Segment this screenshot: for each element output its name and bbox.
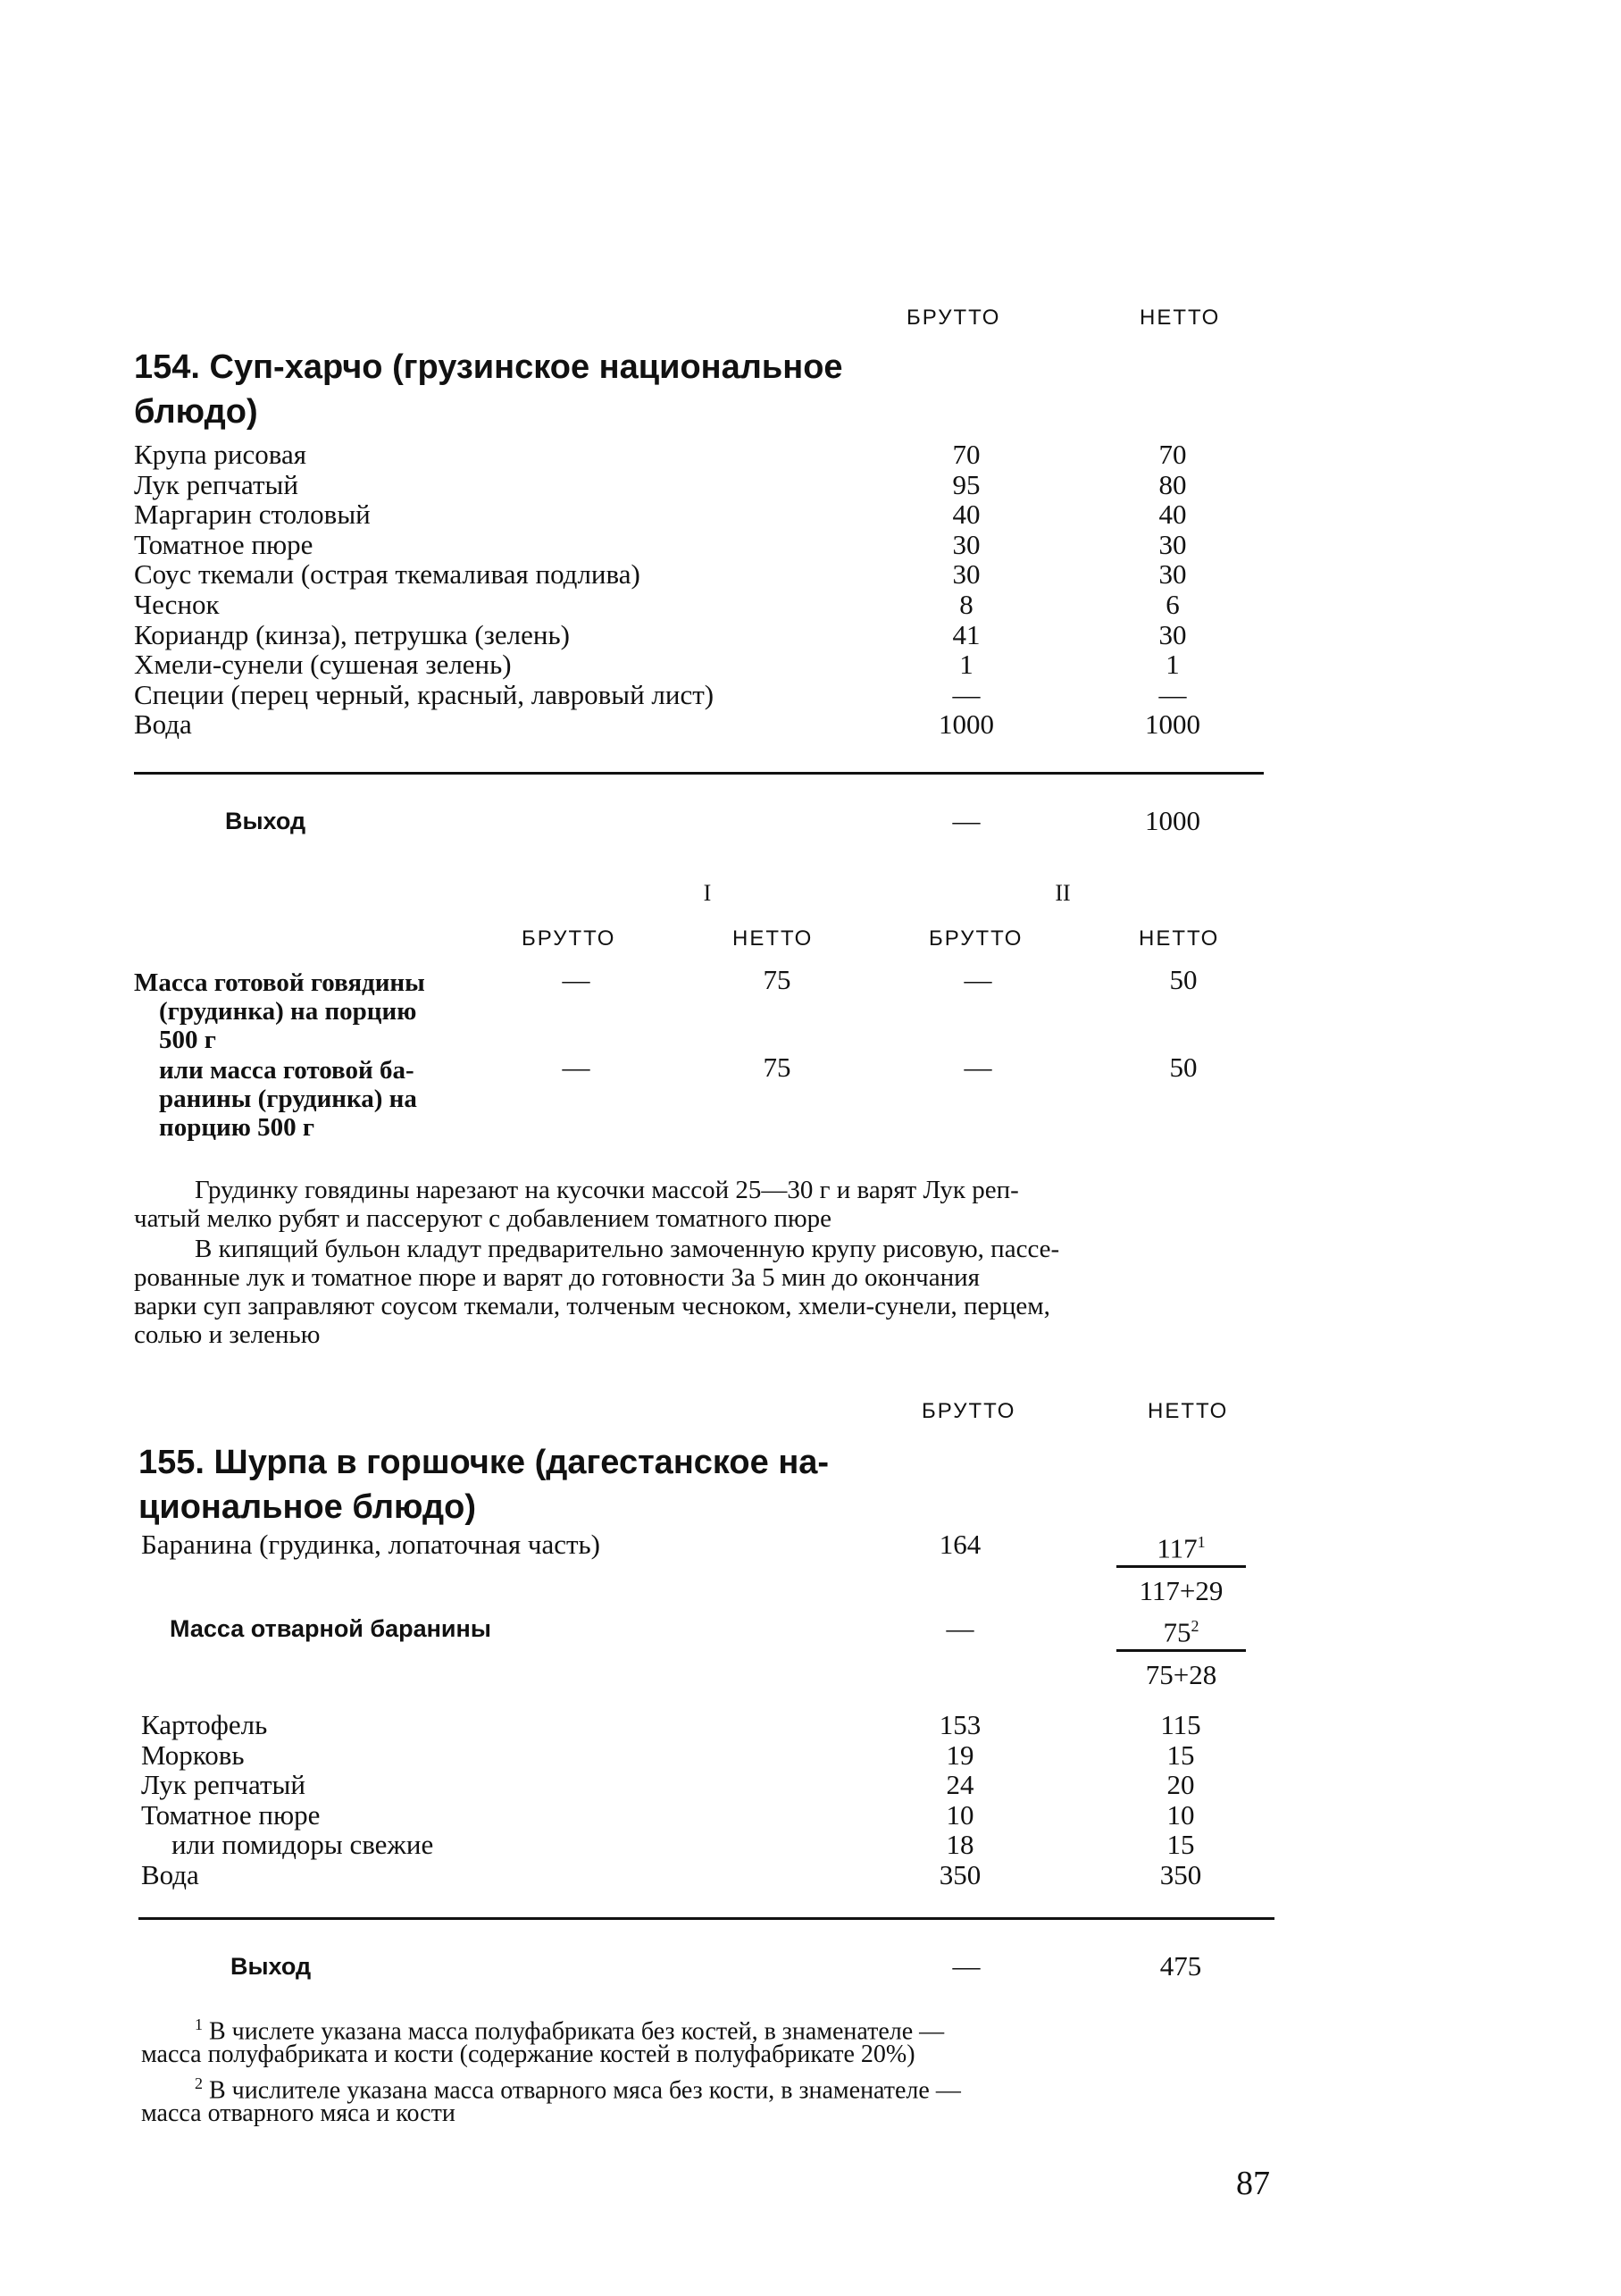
fraction-bar <box>1116 1649 1246 1652</box>
meat-netto-2: 50 <box>1169 964 1198 995</box>
lamb-netto-fraction <box>1116 1524 1246 1609</box>
yield-netto: 1000 <box>1145 805 1200 836</box>
meat-group-2-label: II <box>1055 880 1071 906</box>
method-line: солью и зеленью <box>134 1320 321 1349</box>
ingredient-brutto: 95 <box>952 468 981 500</box>
ingredient-name: или помидоры свежие <box>171 1829 434 1861</box>
ingredient-name: Чеснок <box>134 589 220 620</box>
fraction-numerator <box>1116 1524 1246 1564</box>
ingredient-netto: 80 <box>1158 468 1187 500</box>
meat-row-line: 500 г <box>159 1026 216 1054</box>
ingredient-brutto: 41 <box>952 618 981 650</box>
col-header-brutto: БРУТТО <box>907 306 1001 330</box>
ingredient-netto: — <box>1158 678 1187 710</box>
ingredient-netto: 70 <box>1158 439 1187 470</box>
footnote-text: В числителе указана масса отварного мяса без кости, в знаменателе — <box>209 2076 961 2105</box>
numerator-value: 75 <box>1163 1616 1191 1648</box>
ingredient-name: Картофель <box>141 1709 268 1740</box>
meat-netto-1: 75 <box>763 964 791 995</box>
footnote-mark: 2 <box>195 2074 203 2092</box>
ingredient-name: Специи (перец черный, красный, лавровый лист) <box>134 678 714 710</box>
col-header-netto: НЕТТО <box>1140 306 1221 330</box>
ingredient-name: Томатное пюре <box>141 1798 321 1831</box>
fraction-denominator: 75+28 <box>1145 1659 1217 1690</box>
ingredient-netto: 40 <box>1158 499 1187 531</box>
ingredient-name: Кориандр (кинза), петрушка (зелень) <box>134 618 570 650</box>
ingredient-name: Соус ткемали (острая ткемаливая подлива) <box>134 558 640 591</box>
ingredient-netto: 30 <box>1158 618 1187 650</box>
meat-brutto-1: — <box>562 964 590 995</box>
meat-row-line: (грудинка) на порцию <box>159 997 417 1026</box>
divider-rule <box>134 772 1264 775</box>
numerator-value: 117 <box>1157 1532 1198 1564</box>
ingredient-brutto: 350 <box>939 1859 982 1890</box>
ingredient-brutto: 30 <box>952 528 981 560</box>
fraction-numerator <box>1116 1608 1246 1648</box>
col-header-netto: НЕТТО <box>1148 1399 1229 1423</box>
recipe-155-title-line1: 155. Шурпа в горшочке (дагестанское на- <box>138 1444 830 1481</box>
ingredient-brutto: 8 <box>959 589 973 620</box>
boiled-lamb-netto-fraction <box>1116 1608 1246 1693</box>
ingredient-name: Вода <box>134 708 192 741</box>
footnote-2-cont: масса отварного мяса и кости <box>141 2099 455 2127</box>
boiled-lamb-brutto: — <box>946 1613 974 1644</box>
recipe-155-title-line2: циональное блюдо) <box>138 1488 476 1526</box>
ingredient-name: Крупа рисовая <box>134 439 306 470</box>
method-line: Грудинку говядины нарезают на кусочки массой 25—30 г и варят Лук реп- <box>195 1176 1019 1204</box>
yield-brutto: — <box>952 1950 981 1982</box>
ingredient-brutto: — <box>952 678 981 710</box>
meat-group-1-label: I <box>703 880 712 906</box>
ingredient-netto: 30 <box>1158 528 1187 560</box>
meat-row-line: Масса готовой говядины <box>134 968 425 997</box>
ingredient-brutto: 30 <box>952 558 981 591</box>
meat-row-line: ранины (грудинка) на <box>159 1085 417 1113</box>
boiled-lamb-label: Масса отварной баранины <box>170 1615 491 1642</box>
ingredient-name: Хмели-сунели (сушеная зелень) <box>134 649 512 681</box>
ingredient-brutto: 19 <box>946 1739 974 1771</box>
meat-col-netto-2: НЕТТО <box>1139 926 1220 951</box>
ingredient-brutto: 1000 <box>939 708 994 741</box>
meat-brutto-2: — <box>964 964 992 995</box>
recipe-154-title-line1: 154. Суп-харчо (грузинское национальное <box>134 348 843 386</box>
meat-netto-2: 50 <box>1169 1052 1198 1083</box>
method-line: рованные лук и томатное пюре и варят до готовности За 5 мин до окончания <box>134 1263 980 1292</box>
ingredient-netto: 6 <box>1166 589 1180 620</box>
ingredient-netto: 10 <box>1166 1798 1195 1831</box>
ingredient-netto: 20 <box>1166 1769 1195 1801</box>
meat-col-brutto-2: БРУТТО <box>929 926 1024 951</box>
ingredient-netto: 1000 <box>1145 708 1200 741</box>
ingredient-netto: 350 <box>1159 1859 1202 1890</box>
footnote-ref: 2 <box>1191 1617 1199 1635</box>
ingredient-brutto: 24 <box>946 1769 974 1801</box>
meat-col-brutto-1: БРУТТО <box>522 926 616 951</box>
ingredient-brutto: 1 <box>959 649 973 681</box>
method-line: чатый мелко рубят и пассеруют с добавлением томатного пюре <box>134 1204 832 1233</box>
ingredient-netto: 115 <box>1160 1709 1201 1740</box>
yield-netto: 475 <box>1159 1950 1202 1982</box>
ingredient-name: Баранина (грудинка, лопаточная часть) <box>141 1529 600 1560</box>
ingredient-name: Маргарин столовый <box>134 499 371 531</box>
ingredient-name: Томатное пюре <box>134 528 313 560</box>
col-header-brutto: БРУТТО <box>922 1399 1016 1423</box>
ingredient-name: Лук репчатый <box>141 1769 305 1801</box>
footnote-text: В числете указана масса полуфабриката без костей, в знаменателе — <box>209 2017 945 2046</box>
ingredient-netto: 15 <box>1166 1829 1195 1861</box>
ingredient-netto: 30 <box>1158 558 1187 591</box>
ingredient-brutto: 164 <box>939 1529 982 1560</box>
ingredient-brutto: 18 <box>946 1829 974 1861</box>
footnote-mark: 1 <box>195 2015 203 2033</box>
ingredient-netto: 15 <box>1166 1739 1195 1771</box>
footnote-ref: 1 <box>1197 1533 1206 1551</box>
yield-label: Выход <box>230 1953 312 1980</box>
fraction-bar <box>1116 1565 1246 1568</box>
fraction-denominator: 117+29 <box>1139 1575 1224 1606</box>
ingredient-name: Морковь <box>141 1739 245 1771</box>
ingredient-name: Лук репчатый <box>134 468 298 500</box>
yield-label: Выход <box>225 808 306 834</box>
divider-rule <box>138 1917 1274 1920</box>
ingredient-brutto: 70 <box>952 439 981 470</box>
meat-brutto-1: — <box>562 1052 590 1083</box>
ingredient-brutto: 40 <box>952 499 981 531</box>
method-line: В кипящий бульон кладут предварительно замоченную крупу рисовую, пассе- <box>195 1235 1060 1263</box>
ingredient-name: Вода <box>141 1859 199 1890</box>
recipe-154-title-line2: блюдо) <box>134 393 258 431</box>
ingredient-brutto: 10 <box>946 1798 974 1831</box>
method-line: варки суп заправляют соусом ткемали, толченым чесноком, хмели-сунели, перцем, <box>134 1292 1050 1320</box>
ingredient-brutto: 153 <box>939 1709 982 1740</box>
meat-brutto-2: — <box>964 1052 992 1083</box>
footnote-1-cont: масса полуфабриката и кости (содержание костей в полуфабрикате 20%) <box>141 2040 915 2068</box>
ingredient-netto: 1 <box>1166 649 1180 681</box>
meat-col-netto-1: НЕТТО <box>732 926 814 951</box>
yield-brutto: — <box>952 805 981 836</box>
meat-netto-1: 75 <box>763 1052 791 1083</box>
page-number: 87 <box>1236 2165 1270 2202</box>
meat-row-line: или масса готовой ба- <box>159 1056 414 1085</box>
meat-row-line: порцию 500 г <box>159 1113 315 1142</box>
